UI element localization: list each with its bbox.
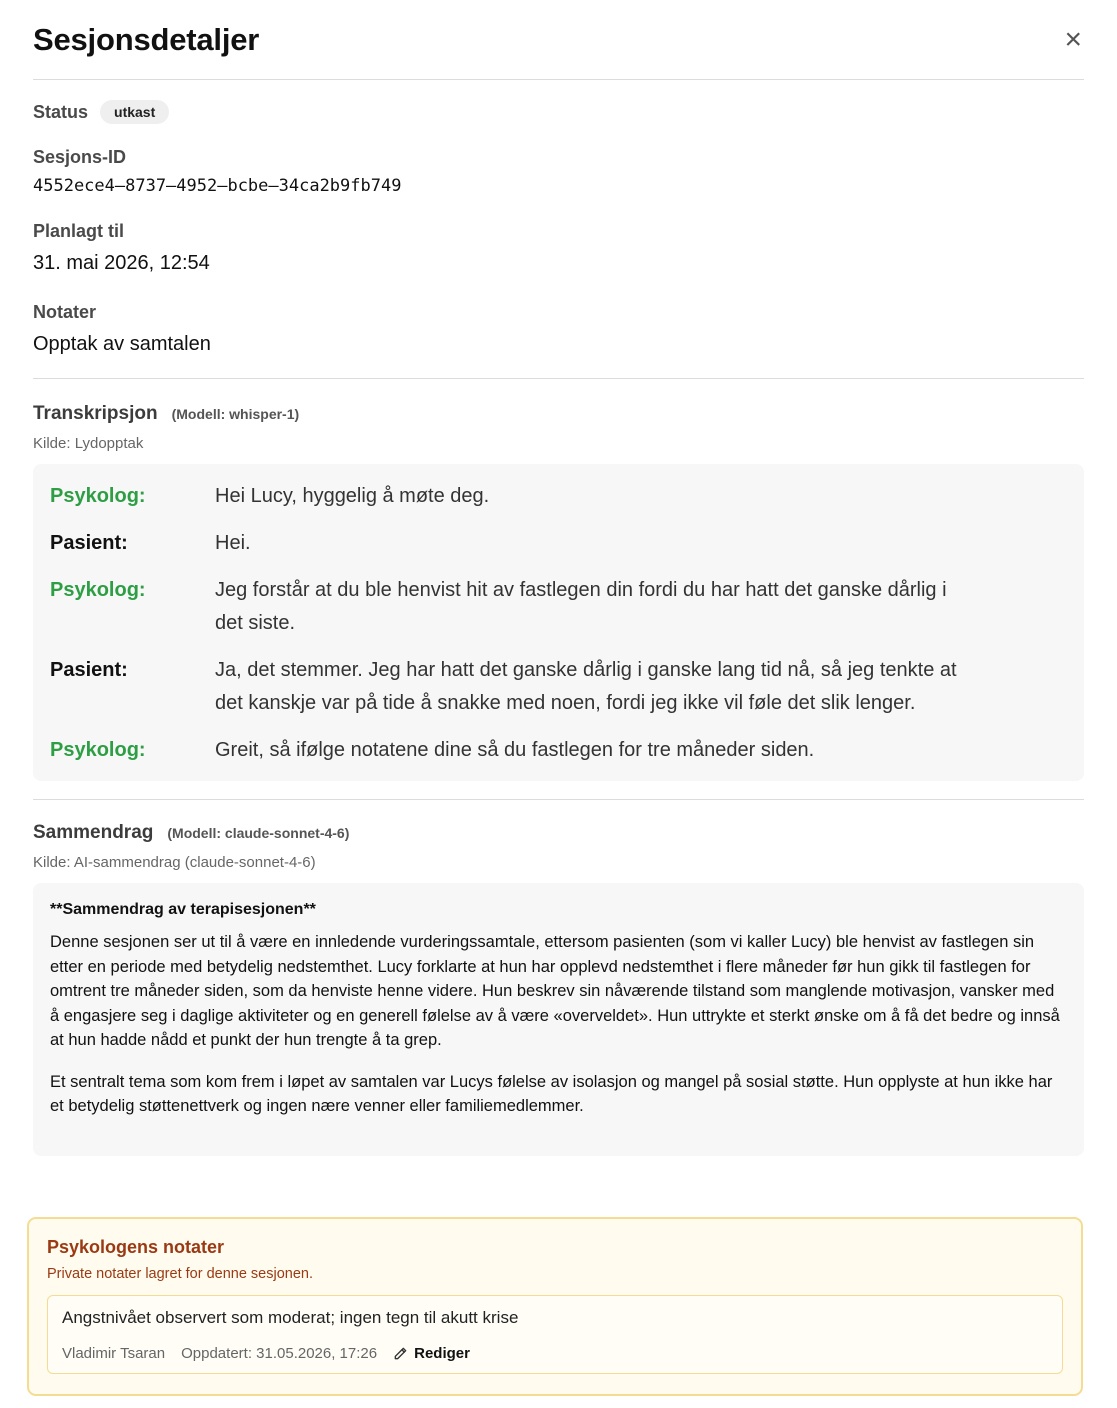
divider bbox=[33, 378, 1084, 379]
summary-source: Kilde: AI-sammendrag (claude-sonnet-4-6) bbox=[33, 854, 316, 871]
speaker-label: Psykolog: bbox=[50, 579, 146, 601]
session-id-field bbox=[33, 147, 1084, 196]
summary-title: Sammendrag bbox=[33, 822, 154, 843]
planned-value: 31. mai 2026, 12:54 bbox=[33, 252, 210, 274]
transcript-turn bbox=[50, 527, 1067, 560]
utterance-text: Jeg forstår at du ble henvist hit av fastlegen din fordi du har hatt det ganske dårlig i det siste. bbox=[215, 579, 947, 634]
close-icon[interactable]: × bbox=[1064, 22, 1082, 56]
speaker-label: Pasient: bbox=[50, 659, 128, 681]
status-label: Status bbox=[33, 101, 89, 122]
transcript-turn bbox=[50, 574, 1067, 640]
planned-field bbox=[33, 221, 1084, 275]
summary-paragraph: Et sentralt tema som kom frem i løpet av samtalen var Lucys følelse av isolasjon og mangel på sosial støtte. Hun opplyste at hun ikke har et betydelig støttenettverk og ingen nære venner eller familiemedlemmer. bbox=[50, 1072, 1053, 1115]
summary-section bbox=[33, 822, 1084, 1156]
notes-value: Opptak av samtalen bbox=[33, 333, 211, 355]
speaker-label: Psykolog: bbox=[50, 739, 146, 761]
summary-box[interactable] bbox=[33, 883, 1084, 1156]
transcription-header bbox=[33, 403, 1084, 425]
modal-header bbox=[33, 0, 1084, 80]
transcription-title: Transkripsjon bbox=[33, 403, 158, 424]
utterance-text: Ja, det stemmer. Jeg har hatt det ganske dårlig i ganske lang tid nå, så jeg tenkte at det kanskje var på tide å snakke med noen, fordi jeg ikke vil føle det slik lenger. bbox=[215, 659, 957, 714]
psychologist-notes-panel bbox=[27, 1217, 1083, 1396]
note-meta bbox=[62, 1345, 1048, 1362]
session-id-value: 4552ece4–8737–4952–bcbe–34ca2b9fb749 bbox=[33, 176, 402, 196]
transcription-source: Kilde: Lydopptak bbox=[33, 435, 144, 452]
note-author: Vladimir Tsaran bbox=[62, 1345, 166, 1362]
transcription-model: (Modell: whisper-1) bbox=[171, 406, 300, 422]
transcript-turn bbox=[50, 734, 1067, 767]
transcript-turn bbox=[50, 480, 1067, 513]
utterance-text: Hei Lucy, hyggelig å møte deg. bbox=[215, 485, 490, 507]
status-row bbox=[33, 100, 1084, 124]
psychologist-notes-title: Psykologens notater bbox=[47, 1237, 225, 1257]
summary-paragraph: Denne sesjonen ser ut til å være en innledende vurderingssamtale, ettersom pasienten (som vi kaller Lucy) ble henvist av fastlegen sin etter en periode med betydelig nedstemthet. Lucy forklarte at hun har opplevd nedstemthet i flere måneder før hun gikk til fastlegen for omtrent tre måneder siden, som da henviste henne videre. Hun beskrev sin nåværende tilstand som manglende motivasjon, vansker med å engasjere seg i daglige aktiviteter og en generell følelse av å være «overveldet». Hun uttrykte et sterkt ønske om å få det bedre og innså at hun hadde nådd et punkt der hun trengte å ta grep. bbox=[50, 933, 1060, 1049]
pencil-icon bbox=[393, 1346, 408, 1361]
summary-model: (Modell: claude-sonnet-4-6) bbox=[167, 825, 350, 841]
speaker-label: Psykolog: bbox=[50, 485, 146, 507]
edit-note-label: Rediger bbox=[414, 1345, 470, 1362]
planned-label: Planlagt til bbox=[33, 221, 125, 241]
session-id-label: Sesjons-ID bbox=[33, 147, 127, 167]
utterance-text: Hei. bbox=[215, 532, 251, 554]
summary-header bbox=[33, 822, 1084, 844]
note-text: Angstnivået observert som moderat; ingen tegn til akutt krise bbox=[62, 1308, 519, 1327]
divider bbox=[33, 799, 1084, 800]
summary-heading: **Sammendrag av terapisesjonen** bbox=[50, 901, 316, 918]
session-meta bbox=[33, 80, 1084, 356]
utterance-text: Greit, så ifølge notatene dine så du fastlegen for tre måneder siden. bbox=[215, 739, 815, 761]
note-card bbox=[47, 1295, 1063, 1374]
notes-label: Notater bbox=[33, 302, 97, 322]
status-badge: utkast bbox=[100, 100, 169, 124]
notes-field bbox=[33, 302, 1084, 356]
note-updated: Oppdatert: 31.05.2026, 17:26 bbox=[181, 1345, 378, 1362]
modal-title: Sesjonsdetaljer bbox=[33, 21, 260, 57]
psychologist-notes-subtitle: Private notater lagret for denne sesjonen. bbox=[47, 1266, 313, 1282]
transcript-box bbox=[33, 464, 1084, 781]
transcript-turn bbox=[50, 654, 1067, 720]
speaker-label: Pasient: bbox=[50, 532, 128, 554]
transcription-section bbox=[33, 403, 1084, 781]
edit-note-button[interactable] bbox=[393, 1345, 470, 1362]
